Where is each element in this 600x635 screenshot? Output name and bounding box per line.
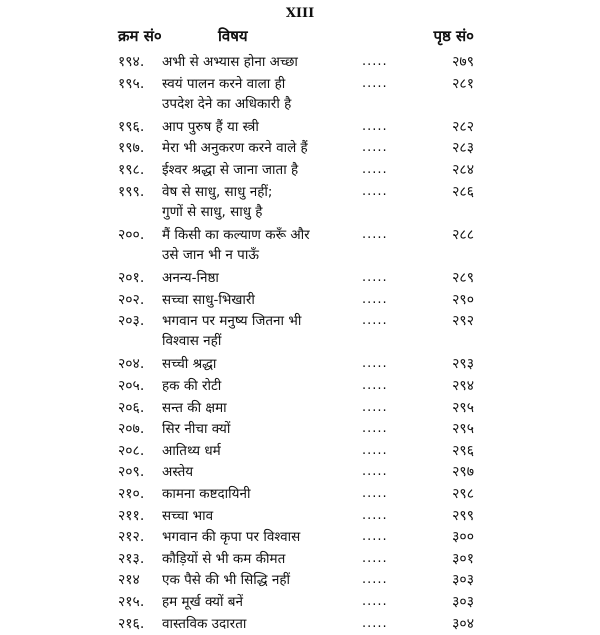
dot-leader: ..... bbox=[362, 399, 388, 415]
dot-leader: ..... bbox=[362, 183, 388, 199]
entry-number: १९७. bbox=[118, 140, 145, 157]
entry-title-line: सच्चा भाव bbox=[162, 507, 214, 524]
entry-title-line: कामना कष्टदायिनी bbox=[162, 486, 251, 502]
entry-title bbox=[162, 311, 362, 351]
entry-page: ३०३ bbox=[452, 572, 474, 589]
entry-page: २९५ bbox=[452, 421, 474, 438]
entry-number: २०४. bbox=[118, 356, 145, 373]
dot-leader: ..... bbox=[362, 442, 388, 458]
entry-title bbox=[162, 160, 362, 180]
dot-leader: ..... bbox=[362, 75, 388, 91]
entry-title-line: ईश्वर श्रद्धा से जाना जाता है bbox=[162, 162, 299, 178]
entry-title bbox=[162, 592, 362, 612]
entry-title bbox=[162, 462, 362, 482]
entry-page: २८८ bbox=[452, 226, 474, 243]
entry-page: २९५ bbox=[452, 399, 474, 416]
toc-entry bbox=[0, 117, 600, 139]
entry-page: २९३ bbox=[452, 356, 474, 373]
entry-number: १९४. bbox=[118, 54, 145, 70]
entry-page: २८९ bbox=[452, 270, 474, 286]
entry-title bbox=[162, 117, 362, 137]
entry-number: १९६. bbox=[118, 118, 145, 135]
entry-page: २९७ bbox=[452, 464, 474, 481]
dot-leader: ..... bbox=[362, 140, 388, 156]
entry-title bbox=[162, 419, 362, 439]
entry-title bbox=[162, 484, 362, 504]
toc-entry bbox=[0, 398, 600, 420]
toc-entry bbox=[0, 52, 600, 74]
entry-title-line: सच्चा साधु-भिखारी bbox=[162, 291, 255, 308]
toc-entry bbox=[0, 354, 600, 376]
entry-title-line: भगवान की कृपा पर विश्वास bbox=[162, 529, 301, 546]
dot-leader: ..... bbox=[362, 572, 388, 588]
toc-entry bbox=[0, 160, 600, 182]
toc-entry bbox=[0, 484, 600, 506]
dot-leader: ..... bbox=[362, 54, 388, 69]
toc-entry bbox=[0, 182, 600, 225]
toc-entry bbox=[0, 441, 600, 463]
entry-title-line: सन्त की क्षमा bbox=[162, 399, 227, 416]
entry-title-line: वेष से साधु, साधु नहीं; bbox=[162, 183, 273, 200]
toc-entry bbox=[0, 549, 600, 571]
entry-title-line: हक की रोटी bbox=[162, 378, 222, 394]
dot-leader: ..... bbox=[362, 356, 388, 372]
entry-page: २७९ bbox=[452, 54, 474, 70]
dot-leader: ..... bbox=[362, 615, 388, 631]
dot-leader: ..... bbox=[362, 550, 388, 566]
entry-title bbox=[162, 398, 362, 418]
entry-number: २१२. bbox=[118, 529, 145, 546]
dot-leader: ..... bbox=[362, 421, 388, 437]
toc-entry bbox=[0, 462, 600, 484]
toc-entry bbox=[0, 570, 600, 592]
entry-page: २८६ bbox=[452, 183, 474, 200]
entry-title bbox=[162, 268, 362, 288]
entry-title-line: एक पैसे की भी सिद्धि नहीं bbox=[162, 572, 290, 589]
entry-page: २९४ bbox=[452, 378, 474, 394]
entry-title bbox=[162, 441, 362, 461]
entry-title-line: हम मूर्ख क्यों बनें bbox=[162, 594, 243, 610]
entry-number: २०६. bbox=[118, 399, 145, 416]
entry-number: २०२. bbox=[118, 291, 145, 308]
entry-title-line: अस्तेय bbox=[162, 464, 194, 481]
entry-title-line: गुणों से साधु, साधु है bbox=[162, 203, 263, 220]
toc-entry bbox=[0, 225, 600, 268]
entry-title-line: उपदेश देने का अधिकारी है bbox=[162, 95, 292, 112]
entry-title-line: वास्तविक उदारता bbox=[162, 615, 247, 632]
entry-page: ३०४ bbox=[452, 615, 474, 632]
dot-leader: ..... bbox=[362, 464, 388, 480]
entry-page: ३०० bbox=[452, 529, 474, 546]
dot-leader: ..... bbox=[362, 378, 388, 393]
dot-leader: ..... bbox=[362, 118, 388, 134]
entry-title-line: कौड़ियों से भी कम कीमत bbox=[162, 550, 286, 567]
entry-title bbox=[162, 570, 362, 590]
entry-page: २९९ bbox=[452, 507, 474, 524]
toc-entry bbox=[0, 290, 600, 312]
entry-page: २८३ bbox=[452, 140, 474, 157]
entry-title-line: सिर नीचा क्यों bbox=[162, 421, 231, 438]
entry-title-line: आतिथ्य धर्म bbox=[162, 442, 221, 459]
page-number: XIII bbox=[285, 6, 315, 21]
entry-title bbox=[162, 138, 362, 158]
header-subject: विषय bbox=[218, 27, 248, 45]
entry-title-line: अभी से अभ्यास होना अच्छा bbox=[162, 54, 298, 70]
dot-leader: ..... bbox=[362, 486, 388, 501]
entry-title-line: मैं किसी का कल्याण करूँ और bbox=[162, 226, 310, 243]
entry-page: २९२ bbox=[452, 313, 474, 330]
entry-page: २९८ bbox=[452, 486, 474, 502]
dot-leader: ..... bbox=[362, 270, 388, 285]
entry-number: २१३. bbox=[118, 550, 145, 567]
entry-number: २११. bbox=[118, 507, 145, 524]
entry-title bbox=[162, 225, 362, 265]
entry-page: २९६ bbox=[452, 442, 474, 459]
entry-number: २१५. bbox=[118, 594, 145, 610]
toc-entry bbox=[0, 138, 600, 160]
header-page: पृष्ठ सं० bbox=[433, 27, 474, 45]
entry-title bbox=[162, 182, 362, 222]
entry-title-line: सच्ची श्रद्धा bbox=[162, 356, 217, 373]
dot-leader: ..... bbox=[362, 594, 388, 609]
entry-number: २००. bbox=[118, 226, 145, 243]
entry-number: २१४ bbox=[118, 572, 140, 589]
toc-entry bbox=[0, 74, 600, 117]
entry-title bbox=[162, 549, 362, 569]
entry-number: २१६. bbox=[118, 615, 145, 632]
entry-page: २९० bbox=[452, 291, 474, 308]
entry-number: २०५. bbox=[118, 378, 145, 394]
entry-title-line: आप पुरुष हैं या स्त्री bbox=[162, 118, 259, 135]
dot-leader: ..... bbox=[362, 291, 388, 307]
entry-title bbox=[162, 290, 362, 310]
entry-title-line: उसे जान भी न पाऊँ bbox=[162, 246, 259, 263]
entry-number: २०३. bbox=[118, 313, 145, 330]
entry-title bbox=[162, 376, 362, 396]
entry-number: २०१. bbox=[118, 270, 145, 286]
entry-page: २८४ bbox=[452, 162, 474, 178]
dot-leader: ..... bbox=[362, 162, 388, 177]
toc-entry bbox=[0, 376, 600, 398]
entry-title bbox=[162, 614, 362, 634]
dot-leader: ..... bbox=[362, 507, 388, 523]
entry-page: २८१ bbox=[452, 75, 474, 92]
entry-title-line: विश्वास नहीं bbox=[162, 333, 222, 350]
header-number: क्रम सं० bbox=[118, 27, 162, 45]
toc-entry bbox=[0, 614, 600, 635]
entry-number: १९८. bbox=[118, 162, 145, 178]
toc-entry bbox=[0, 592, 600, 614]
entry-title-line: भगवान पर मनुष्य जितना भी bbox=[162, 313, 302, 330]
entry-number: १९९. bbox=[118, 183, 145, 200]
toc-entry bbox=[0, 506, 600, 528]
dot-leader: ..... bbox=[362, 226, 388, 242]
entry-page: ३०३ bbox=[452, 594, 474, 610]
entry-title bbox=[162, 506, 362, 526]
entry-number: २०९. bbox=[118, 464, 145, 481]
dot-leader: ..... bbox=[362, 529, 388, 545]
entry-title bbox=[162, 74, 362, 114]
entry-number: २०८. bbox=[118, 442, 145, 459]
toc-entry bbox=[0, 419, 600, 441]
entry-number: २१०. bbox=[118, 486, 145, 502]
toc-entry bbox=[0, 268, 600, 290]
toc-entry bbox=[0, 311, 600, 354]
entry-title-line: स्वयं पालन करने वाला ही bbox=[162, 75, 286, 92]
entry-title bbox=[162, 52, 362, 72]
entry-title-line: अनन्य-निष्ठा bbox=[162, 270, 219, 286]
toc-entry bbox=[0, 527, 600, 549]
entry-title-line: मेरा भी अनुकरण करने वाले हैं bbox=[162, 140, 308, 157]
entry-title bbox=[162, 354, 362, 374]
entry-number: १९५. bbox=[118, 75, 145, 92]
entry-page: ३०१ bbox=[452, 550, 474, 567]
dot-leader: ..... bbox=[362, 313, 388, 329]
entry-page: २८२ bbox=[452, 118, 474, 135]
entry-title bbox=[162, 527, 362, 547]
entry-number: २०७. bbox=[118, 421, 145, 438]
